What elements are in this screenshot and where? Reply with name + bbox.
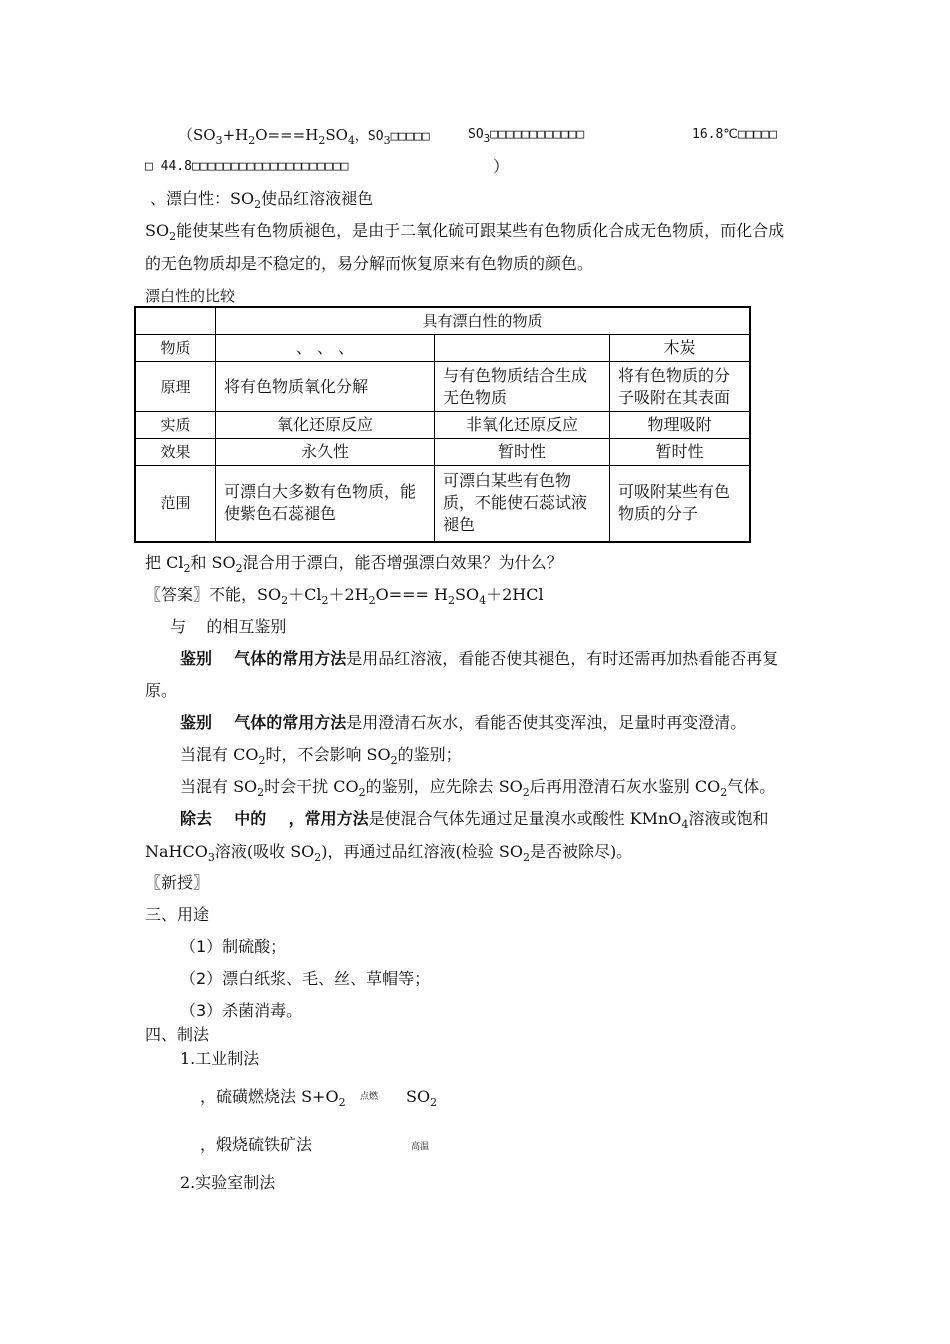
sub: 2 xyxy=(720,786,728,799)
cell xyxy=(435,335,610,362)
text: 的鉴别，应先除去 SO xyxy=(365,777,523,796)
sub: 2 xyxy=(235,562,243,575)
text: SO xyxy=(325,126,348,144)
ident-2 xyxy=(180,712,746,734)
text: 时会干扰 CO xyxy=(264,777,359,796)
sub: 2 xyxy=(447,594,455,607)
table-row xyxy=(135,335,750,362)
sub: 2 xyxy=(318,134,326,147)
cell: 暂时性 xyxy=(610,439,751,466)
sub: 3 xyxy=(207,851,215,864)
text: 、漂白性： xyxy=(150,189,231,208)
sub: 3 xyxy=(483,132,491,145)
text: )，再通过品红溶液(检验 SO xyxy=(321,842,523,861)
cell: 可漂白大多数有色物质，能使紫色石蕊褪色 xyxy=(216,466,435,542)
sub: 2 xyxy=(358,786,366,799)
cell: 将有色物质的分子吸附在其表面 xyxy=(610,362,751,412)
sub: 2 xyxy=(430,1096,438,1109)
cell: 可吸附某些有色物质的分子 xyxy=(610,466,751,542)
text: ，硫磺燃烧法 S+O xyxy=(200,1087,339,1106)
sub: 2 xyxy=(258,754,266,767)
remove-line1 xyxy=(180,808,768,830)
prep-heading: 四、制法 xyxy=(145,1025,210,1044)
text: 是用澄清石灰水，看能否使其变浑浊，足量时再变澄清。 xyxy=(346,713,747,732)
cell: 可漂白某些有色物质，不能使石蕊试液褪色 xyxy=(435,466,610,542)
table-row xyxy=(135,307,750,335)
cell: 暂时性 xyxy=(435,439,610,466)
text: 和 SO xyxy=(190,553,236,572)
remove-line2 xyxy=(145,841,632,863)
cell: 、 、 、 xyxy=(216,335,435,362)
answer xyxy=(145,584,544,606)
cell: 永久性 xyxy=(216,439,435,466)
text: SO xyxy=(257,585,282,604)
text: 鉴别 气体的常用方法 xyxy=(180,649,347,668)
text: O=== H xyxy=(375,585,448,604)
text: NaHCO xyxy=(145,842,208,861)
sub: 2 xyxy=(257,786,265,799)
cell: 木炭 xyxy=(610,335,751,362)
text: 溶液或饱和 xyxy=(688,809,769,828)
sub: 4 xyxy=(347,134,355,147)
sub: 2 xyxy=(183,562,191,575)
uses-item: （3）杀菌消毒。 xyxy=(180,1001,303,1020)
table-row xyxy=(135,439,750,466)
text: 后再用澄清石灰水鉴别 CO xyxy=(529,777,721,796)
table-title: 漂白性的比较 xyxy=(145,287,236,305)
text: 的鉴别； xyxy=(397,745,462,764)
cell: 物理吸附 xyxy=(610,412,751,439)
text: 时，不会影响 SO xyxy=(265,745,391,764)
so3-note-end: 16.8℃□□□□□ xyxy=(692,127,778,142)
sub: 2 xyxy=(248,134,256,147)
text: 当混有 CO xyxy=(180,745,259,764)
prep-method-2: ，煅烧硫铁矿法 xyxy=(200,1135,313,1154)
sub: 2 xyxy=(169,230,177,243)
bleach-comparison-table xyxy=(134,306,751,543)
bleach-heading xyxy=(150,188,373,210)
sub: 2 xyxy=(338,1096,346,1109)
text: SO xyxy=(454,585,480,604)
so3-note-mid xyxy=(468,124,584,146)
sub: 4 xyxy=(479,594,487,607)
sub: 2 xyxy=(368,594,376,607)
condition-high-temp: 高温 xyxy=(411,1142,430,1152)
text: 溶液(吸收 SO xyxy=(214,842,315,861)
text: 是否被除尽)。 xyxy=(529,842,633,861)
text: 当混有 SO xyxy=(180,777,258,796)
text: ＋2H xyxy=(328,585,369,604)
so3-note-line2-end: ） xyxy=(493,157,510,176)
uses-heading: 三、用途 xyxy=(145,905,210,924)
text: SO xyxy=(230,189,255,208)
bleach-para-line1 xyxy=(145,220,784,242)
prep-method-1 xyxy=(200,1086,346,1108)
sub: 4 xyxy=(681,818,689,831)
text: □□□□□ xyxy=(390,129,430,144)
text: ＋Cl xyxy=(288,585,322,604)
sub: 2 xyxy=(321,594,329,607)
text: ，SO xyxy=(354,129,384,144)
new-lesson: 〖新授〗 xyxy=(145,873,210,892)
text: （SO xyxy=(178,126,216,144)
text: 是使混合气体先通过足量溴水或酸性 KMnO xyxy=(368,809,682,828)
cell: 氧化还原反应 xyxy=(216,412,435,439)
sub: 3 xyxy=(383,134,391,147)
text: 除去 中的 ，常用方法 xyxy=(180,809,369,828)
text: ＋2HCl xyxy=(486,585,544,604)
sub: 3 xyxy=(215,134,223,147)
ident-1-cont: 原。 xyxy=(145,681,178,700)
text: 能使某些有色物质褪色，是由于二氧化硫可跟某些有色物质化合成无色物质，而化合成 xyxy=(176,221,785,240)
text: 气体。 xyxy=(727,777,776,796)
uses-item: （2）漂白纸浆、毛、丝、草帽等； xyxy=(180,969,431,988)
text: □□□□□□□□□□□□ xyxy=(490,127,585,142)
sub: 2 xyxy=(254,198,262,211)
prep-lab: 2.实验室制法 xyxy=(180,1173,276,1192)
ident-4 xyxy=(180,776,775,798)
row-label: 实质 xyxy=(135,412,216,439)
text: 是用品红溶液，看能否使其褪色，有时还需再加热看能否再复 xyxy=(346,649,779,668)
cell: 与有色物质结合生成无色物质 xyxy=(435,362,610,412)
cell: 将有色物质氧化分解 xyxy=(216,362,435,412)
group-header: 具有漂白性的物质 xyxy=(216,307,751,335)
text: 〖答案〗不能， xyxy=(145,585,258,604)
cell: 非氧化还原反应 xyxy=(435,412,610,439)
so3-note-line2: □ 44.8□□□□□□□□□□□□□□□□□□□□ xyxy=(145,159,349,174)
prep-industrial: 1.工业制法 xyxy=(180,1049,260,1068)
table-row xyxy=(135,362,750,412)
row-label: 范围 xyxy=(135,466,216,542)
table-row xyxy=(135,466,750,542)
prep-method-1-product xyxy=(406,1086,437,1108)
so3-note-line1 xyxy=(178,124,430,148)
uses-item: （1）制硫酸； xyxy=(180,937,287,956)
ident-1 xyxy=(180,648,778,670)
text: 混合用于漂白，能否增强漂白效果？为什么？ xyxy=(242,553,563,572)
question xyxy=(145,552,563,574)
text: SO xyxy=(468,127,484,142)
table-row xyxy=(135,412,750,439)
sub: 2 xyxy=(522,786,530,799)
sub: 2 xyxy=(390,754,398,767)
bleach-para-line2: 的无色物质却是不稳定的，易分解而恢复原来有色物质的颜色。 xyxy=(145,254,594,273)
text: 鉴别 气体的常用方法 xyxy=(180,713,347,732)
text: 使品红溶液褪色 xyxy=(261,189,374,208)
table-corner-cell xyxy=(135,307,216,335)
row-label: 原理 xyxy=(135,362,216,412)
text: 把 Cl xyxy=(145,553,184,572)
sub: 2 xyxy=(314,851,322,864)
condition-ignite: 点燃 xyxy=(360,1092,379,1102)
text: SO xyxy=(145,221,170,240)
sub: 2 xyxy=(522,851,530,864)
text: O===H xyxy=(255,126,319,144)
text: +H xyxy=(222,126,249,144)
sub: 2 xyxy=(281,594,289,607)
ident-heading: 与 的相互鉴别 xyxy=(170,617,287,636)
row-label: 效果 xyxy=(135,439,216,466)
row-label: 物质 xyxy=(135,335,216,362)
ident-3 xyxy=(180,744,462,766)
text: SO xyxy=(406,1087,431,1106)
